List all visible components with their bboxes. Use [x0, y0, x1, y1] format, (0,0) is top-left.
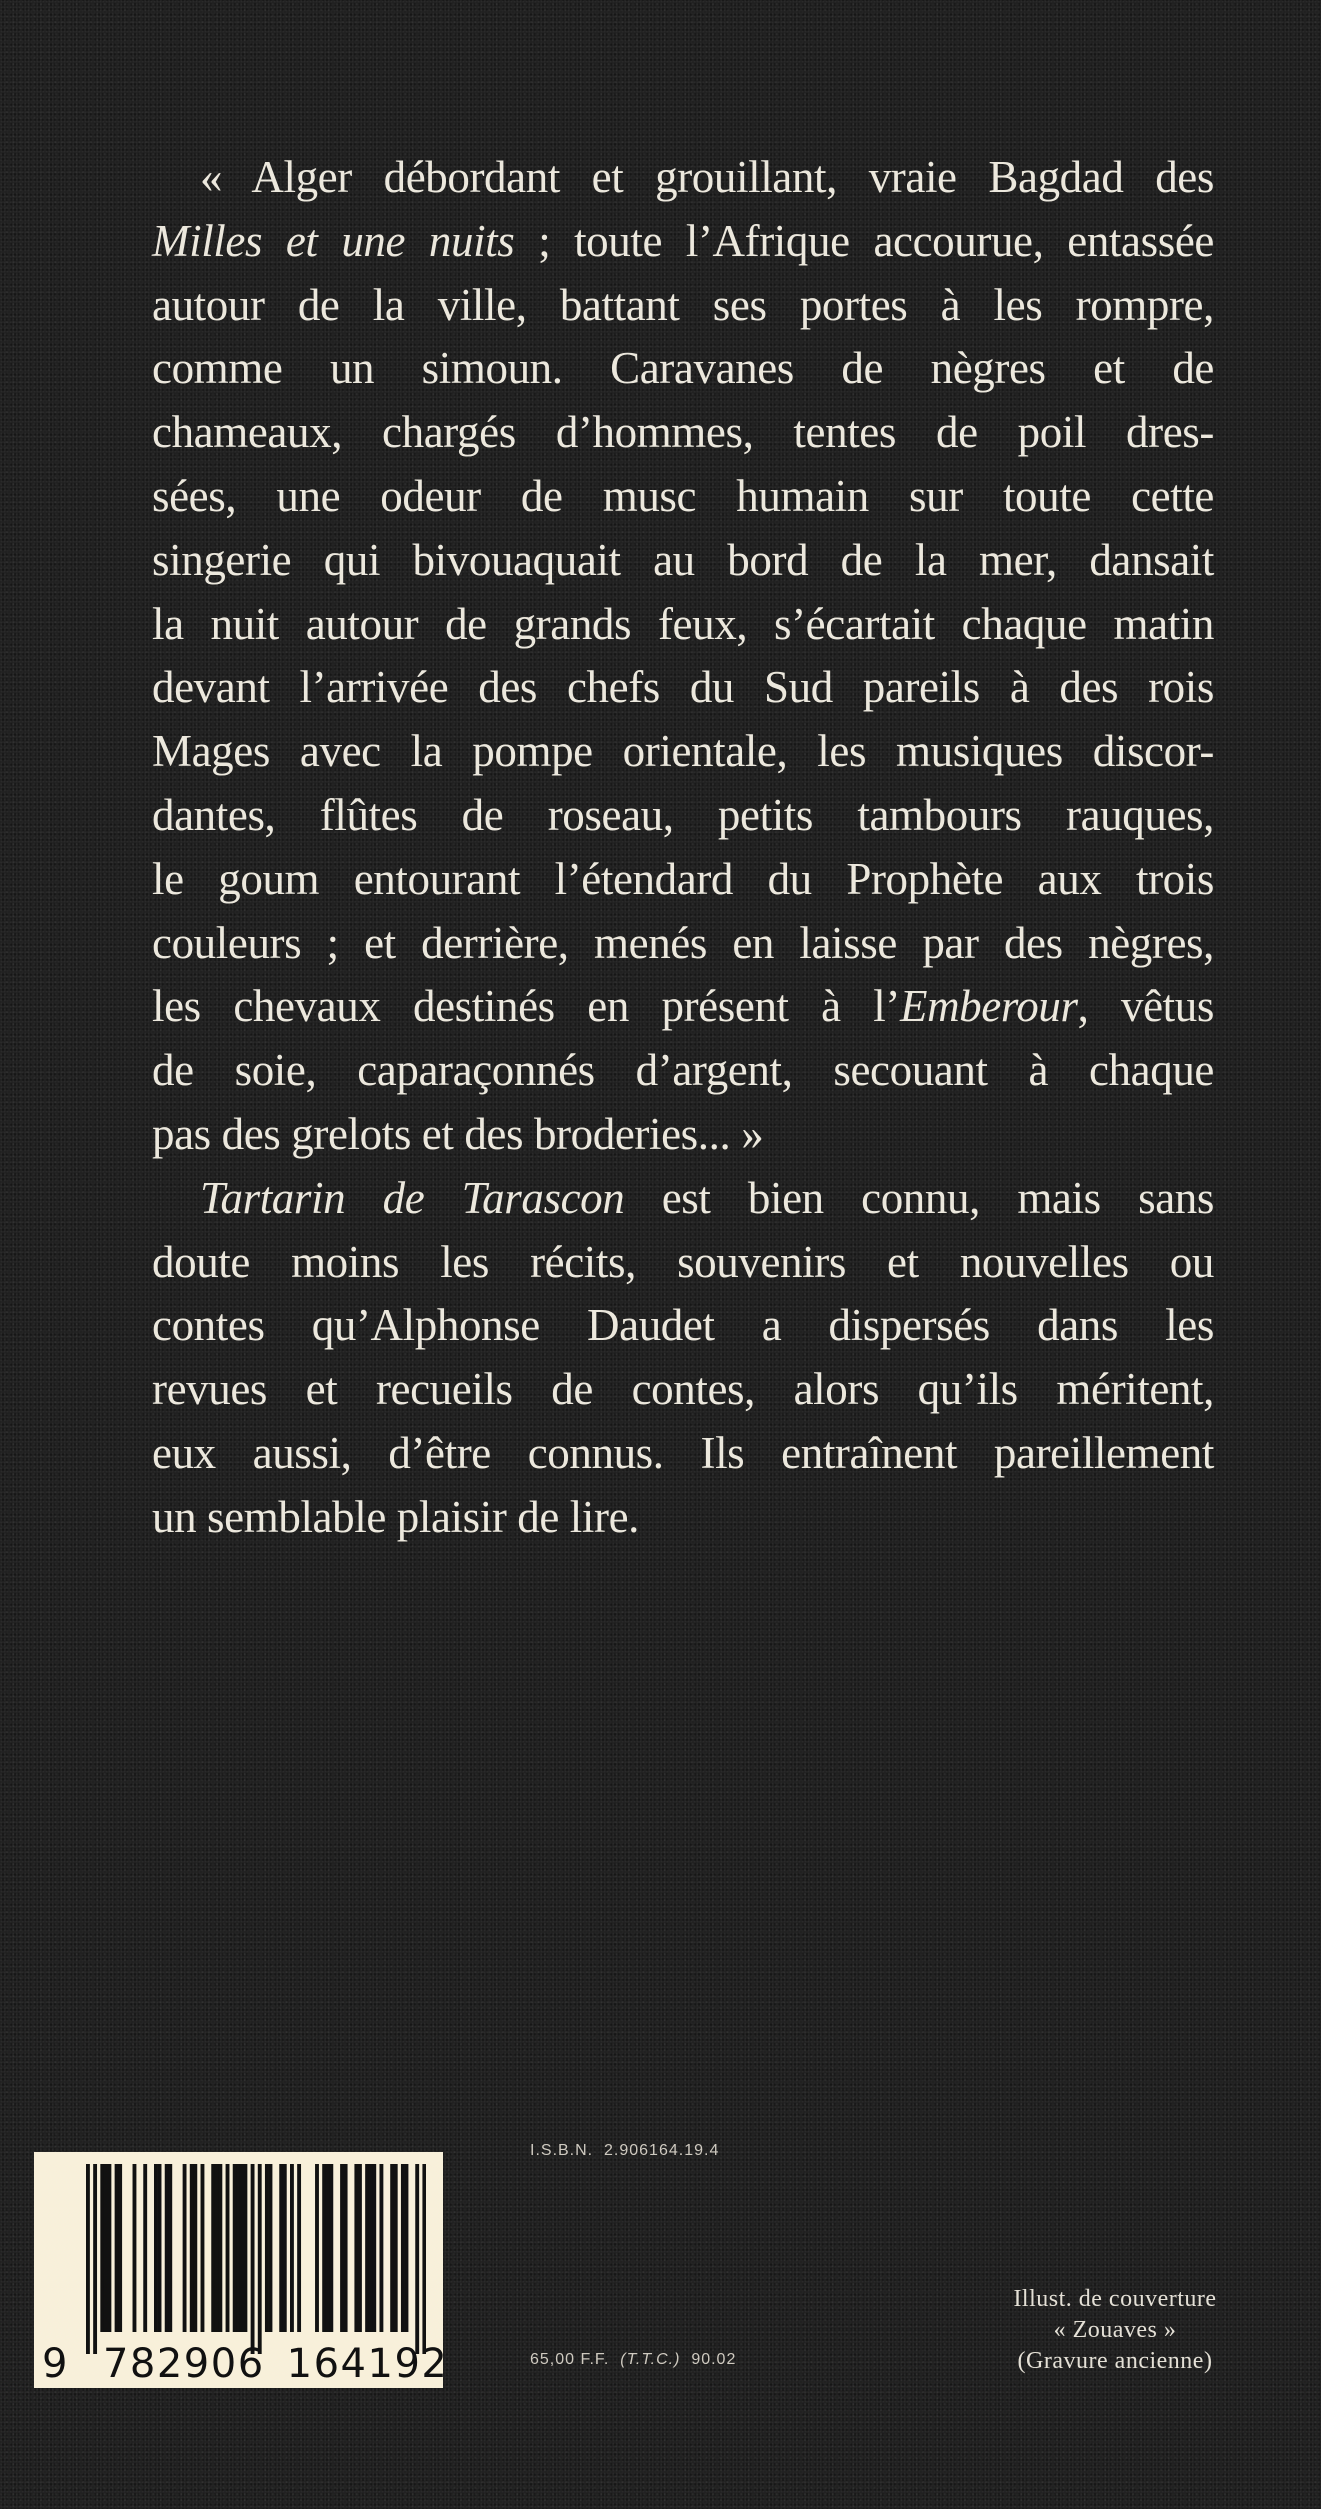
isbn [530, 2142, 719, 2160]
text-line [152, 784, 1214, 848]
text-run: le goum entourant l’étendard du Prophète aux trois [152, 853, 1214, 904]
text-line [152, 1486, 1214, 1550]
text-run: dantes, flûtes de roseau, petits tambours rauques, [152, 789, 1214, 840]
text-run: revues et recueils de contes, alors qu’ils méritent, [152, 1364, 1214, 1415]
credit-line-2: « Zouaves » [1053, 2317, 1177, 2343]
barcode-label [34, 2152, 449, 2388]
quote-paragraph [152, 146, 1214, 1167]
text-line [152, 465, 1214, 529]
text-line [152, 1039, 1214, 1103]
text-line [152, 975, 1214, 1039]
isbn-label: I.S.B.N. [530, 2142, 594, 2159]
text-run: est bien connu, mais sans [624, 1172, 1214, 1223]
price [530, 2351, 736, 2369]
text-line [152, 593, 1214, 657]
barcode-icon [86, 2164, 426, 2354]
text-run: de soie, caparaçonnés d’argent, secouant à chaque [152, 1045, 1214, 1096]
cover-illustration-credit [930, 2284, 1300, 2377]
text-run: chameaux, chargés d’hommes, tentes de poil dres- [152, 407, 1214, 458]
text-run: sées, une odeur de musc humain sur toute cette [152, 470, 1214, 521]
barcode-lead-digit: 9 [42, 2341, 69, 2387]
italic-title-text: Emberour [899, 981, 1078, 1032]
italic-title-text: Tartarin de Tarascon [200, 1172, 625, 1223]
text-run: « Alger débordant et grouillant, vraie Bagdad des [200, 152, 1214, 202]
text-run: ; toute l’Afrique accourue, entassée [514, 215, 1214, 266]
text-line [152, 656, 1214, 720]
text-run: autour de la ville, battant ses portes à les rompre, [152, 279, 1214, 330]
price-tax-note: (T.T.C.) [620, 2351, 681, 2368]
barcode-number [42, 2342, 448, 2386]
text-line [152, 848, 1214, 912]
barcode-group-1: 782906 [102, 2341, 265, 2387]
text-run: singerie qui bivouaquait au bord de la mer, dansait [152, 534, 1214, 585]
barcode-group-2: 164192 [286, 2341, 449, 2387]
text-run: pas des grelots et des broderies... » [152, 1108, 764, 1159]
text-line [152, 274, 1214, 338]
text-run: doute moins les récits, souvenirs et nouvelles ou [152, 1236, 1214, 1287]
text-line [152, 1231, 1214, 1295]
text-line [152, 1103, 1214, 1167]
text-run: la nuit autour de grands feux, s’écartait chaque matin [152, 598, 1214, 649]
credit-line-1: Illust. de couverture [1013, 2286, 1217, 2312]
text-line [152, 912, 1214, 976]
price-amount: 65,00 F.F. [530, 2351, 610, 2368]
text-line [152, 1422, 1214, 1486]
text-run: couleurs ; et derrière, menés en laisse par des nègres, [152, 917, 1214, 968]
text-run: eux aussi, d’être connus. Ils entraînent pareillement [152, 1427, 1214, 1478]
credit-line-3: (Gravure ancienne) [1017, 2348, 1213, 2374]
text-line [152, 1294, 1214, 1358]
text-line [152, 529, 1214, 593]
text-run: les chevaux destinés en présent à l’ [152, 981, 900, 1032]
text-run: Mages avec la pompe orientale, les musiques discor- [152, 726, 1214, 777]
text-line [152, 210, 1214, 274]
text-line [152, 401, 1214, 465]
isbn-value: 2.906164.19.4 [604, 2142, 720, 2159]
text-run: comme un simoun. Caravanes de nègres et de [152, 343, 1214, 394]
text-run: contes qu’Alphonse Daudet a dispersés dans les [152, 1300, 1214, 1351]
back-cover-blurb [152, 146, 1214, 1550]
text-run: , vêtus [1077, 981, 1214, 1032]
text-run: devant l’arrivée des chefs du Sud pareils à des rois [152, 662, 1214, 713]
text-line [152, 1358, 1214, 1422]
italic-title-text: Milles et une nuits [152, 215, 515, 266]
price-code: 90.02 [691, 2351, 737, 2368]
description-paragraph [152, 1167, 1214, 1550]
text-run: un semblable plaisir de lire. [152, 1491, 640, 1542]
text-line [152, 146, 1214, 210]
text-line [152, 337, 1214, 401]
text-line [152, 1167, 1214, 1231]
text-line [152, 720, 1214, 784]
